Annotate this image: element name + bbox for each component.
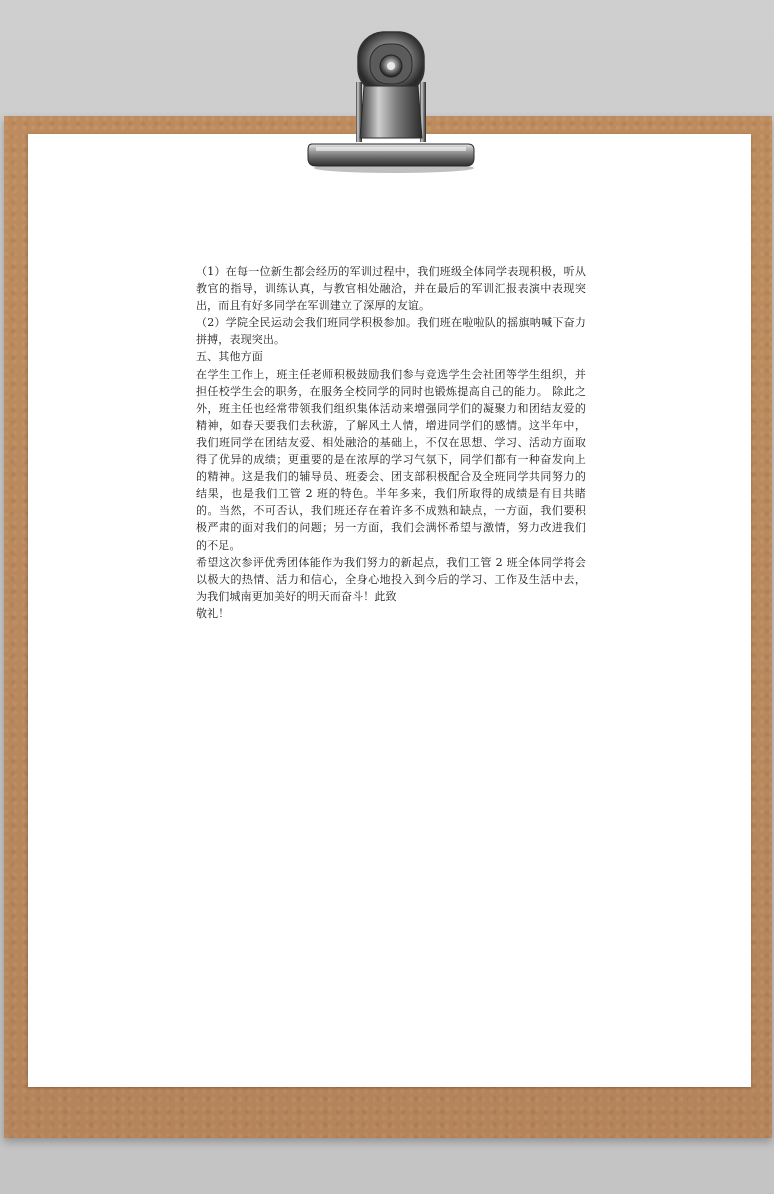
paragraph: （2）学院全民运动会我们班同学积极参加。我们班在啦啦队的摇旗呐喊下奋力拼搏，表现突出。 <box>196 316 586 347</box>
document-body <box>196 263 586 622</box>
section-heading: 五、其他方面 <box>196 350 263 364</box>
closing-salutation: 敬礼！ <box>196 606 230 620</box>
binder-clip-icon <box>306 26 476 176</box>
paragraph: 希望这次参评优秀团体能作为我们努力的新起点，我们工管 2 班全体同学将会以极大的热情、活力和信心，全身心地投入到今后的学习、工作及生活中去，为我们城南更加美好的明天而奋斗！此致 <box>196 555 586 603</box>
paragraph: 在学生工作上，班主任老师积极鼓励我们参与竞选学生会社团等学生组织，并担任校学生会的职务，在服务全校同学的同时也锻炼提高自己的能力。 除此之外，班主任也经常带领我们组织集体活动来增强同学们的凝聚力和团结友爱的精神，如春天要我们去秋游，了解风土人情，增进同学们的感情。这半年中，我们班同学在团结友爱、相处融洽的基础上，不仅在思想、学习、活动方面取得了优异的成绩；更重要的是在浓厚的学习气氛下，同学们都有一种奋发向上的精神。这是我们的辅导员、班委会、团支部积极配合及全班同学共同努力的结果，也是我们工管 2 班的特色。半年多来，我们所取得的成绩是有目共睹的。当然，不可否认，我们班还存在着许多不成熟和缺点，一方面，我们要积极严肃的面对我们的问题；另一方面，我们会满怀希望与激情，努力改进我们的不足。 <box>196 367 586 552</box>
paragraph: （1）在每一位新生都会经历的军训过程中，我们班级全体同学表现积极，听从教官的指导，训练认真，与教官相处融洽，并在最后的军训汇报表演中表现突出，而且有好多同学在军训建立了深厚的友谊。 <box>196 265 586 313</box>
